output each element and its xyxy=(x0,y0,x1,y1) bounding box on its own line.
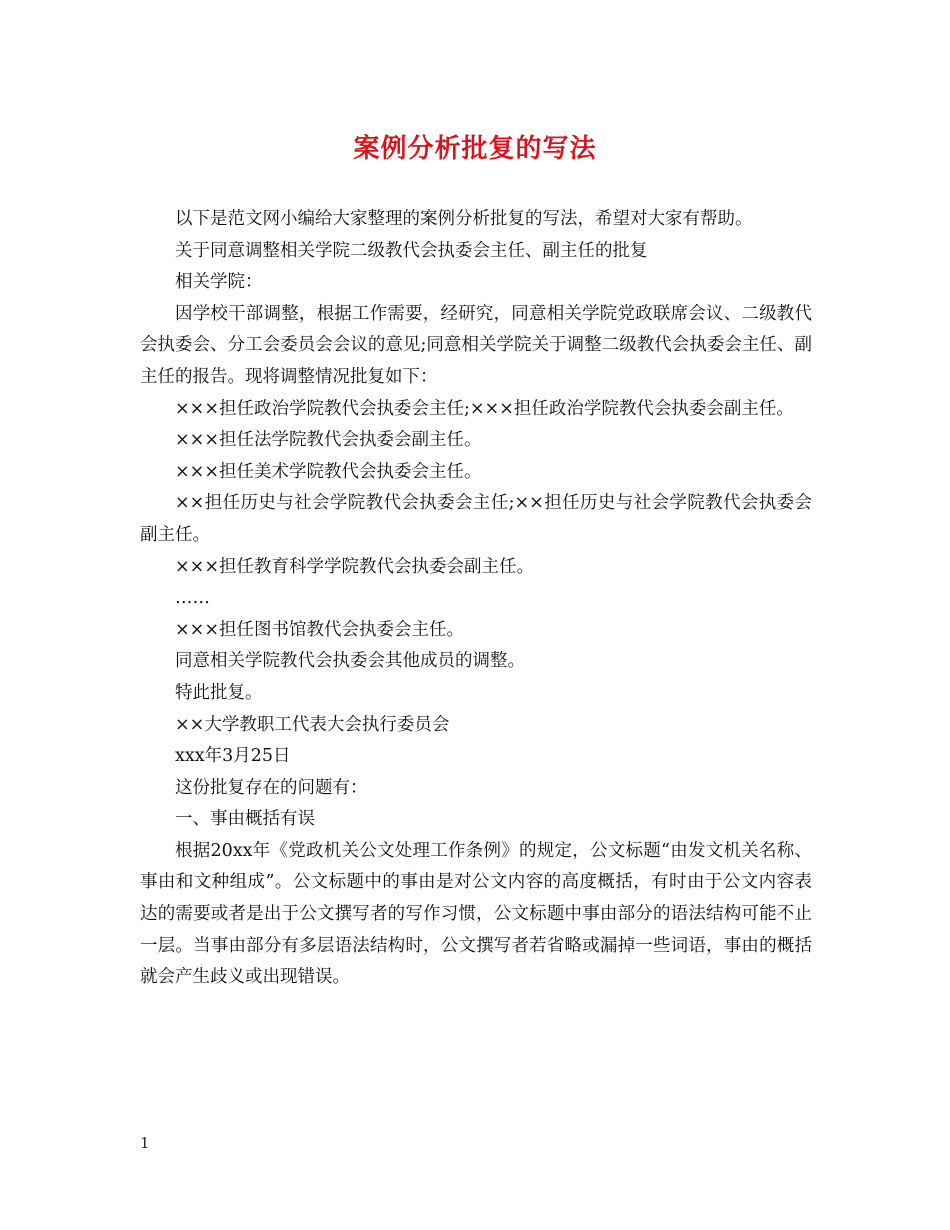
issuer-line: ××大学教职工代表大会执行委员会 xyxy=(175,714,450,735)
appointment-item: ×××担任教育科学学院教代会执委会副主任。 xyxy=(175,556,534,577)
appointment-item: ×××担任法学院教代会执委会副主任。 xyxy=(175,430,482,451)
intro-paragraph: 以下是范文网小编给大家整理的案例分析批复的写法，希望对大家有帮助。 xyxy=(175,209,753,229)
reply-heading: 关于同意调整相关学院二级教代会执委会主任、副主任的批复 xyxy=(175,240,648,261)
body-paragraph: 这份批复存在的问题有： xyxy=(175,777,368,798)
appointment-item: ×××担任图书馆教代会执委会主任。 xyxy=(175,619,464,640)
document-title: 案例分析批复的写法 xyxy=(353,134,597,164)
body-paragraph: 同意相关学院教代会执委会其他成员的调整。 xyxy=(175,651,525,672)
page-number: 1 xyxy=(140,1134,150,1152)
appointment-item: ××担任历史与社会学院教代会执委会主任;××担任历史与社会学院教代会执委会副主任。 xyxy=(140,493,812,545)
section-heading: 一、事由概括有误 xyxy=(175,809,315,830)
date-line: xxx年3月25日 xyxy=(175,746,291,767)
appointment-item: ×××担任美术学院教代会执委会主任。 xyxy=(175,461,482,482)
document-body xyxy=(140,204,812,994)
salutation: 相关学院： xyxy=(175,272,263,293)
closing-line: 特此批复。 xyxy=(175,682,263,703)
body-paragraph: 根据20xx年《党政机关公文处理工作条例》的规定，公文标题“由发文机关名称、事由和文种组成”。公文标题中的事由是对公文内容的高度概括，有时由于公文内容表达的需要或者是出于公文撰写者的写作习惯，公文标题中事由部分的语法结构可能不止一层。当事由部分有多层语法结构时，公文撰写者若省略或漏掉一些词语，事由的概括就会产生歧义或出现错误。 xyxy=(140,840,812,988)
appointment-item: ×××担任政治学院教代会执委会主任;×××担任政治学院教代会执委会副主任。 xyxy=(175,398,794,419)
body-paragraph: 因学校干部调整，根据工作需要，经研究，同意相关学院党政联席会议、二级教代会执委会、分工会委员会会议的意见;同意相关学院关于调整二级教代会执委会主任、副主任的报告。现将调整情况批复如下： xyxy=(140,303,812,387)
ellipsis-line: …… xyxy=(175,588,210,609)
